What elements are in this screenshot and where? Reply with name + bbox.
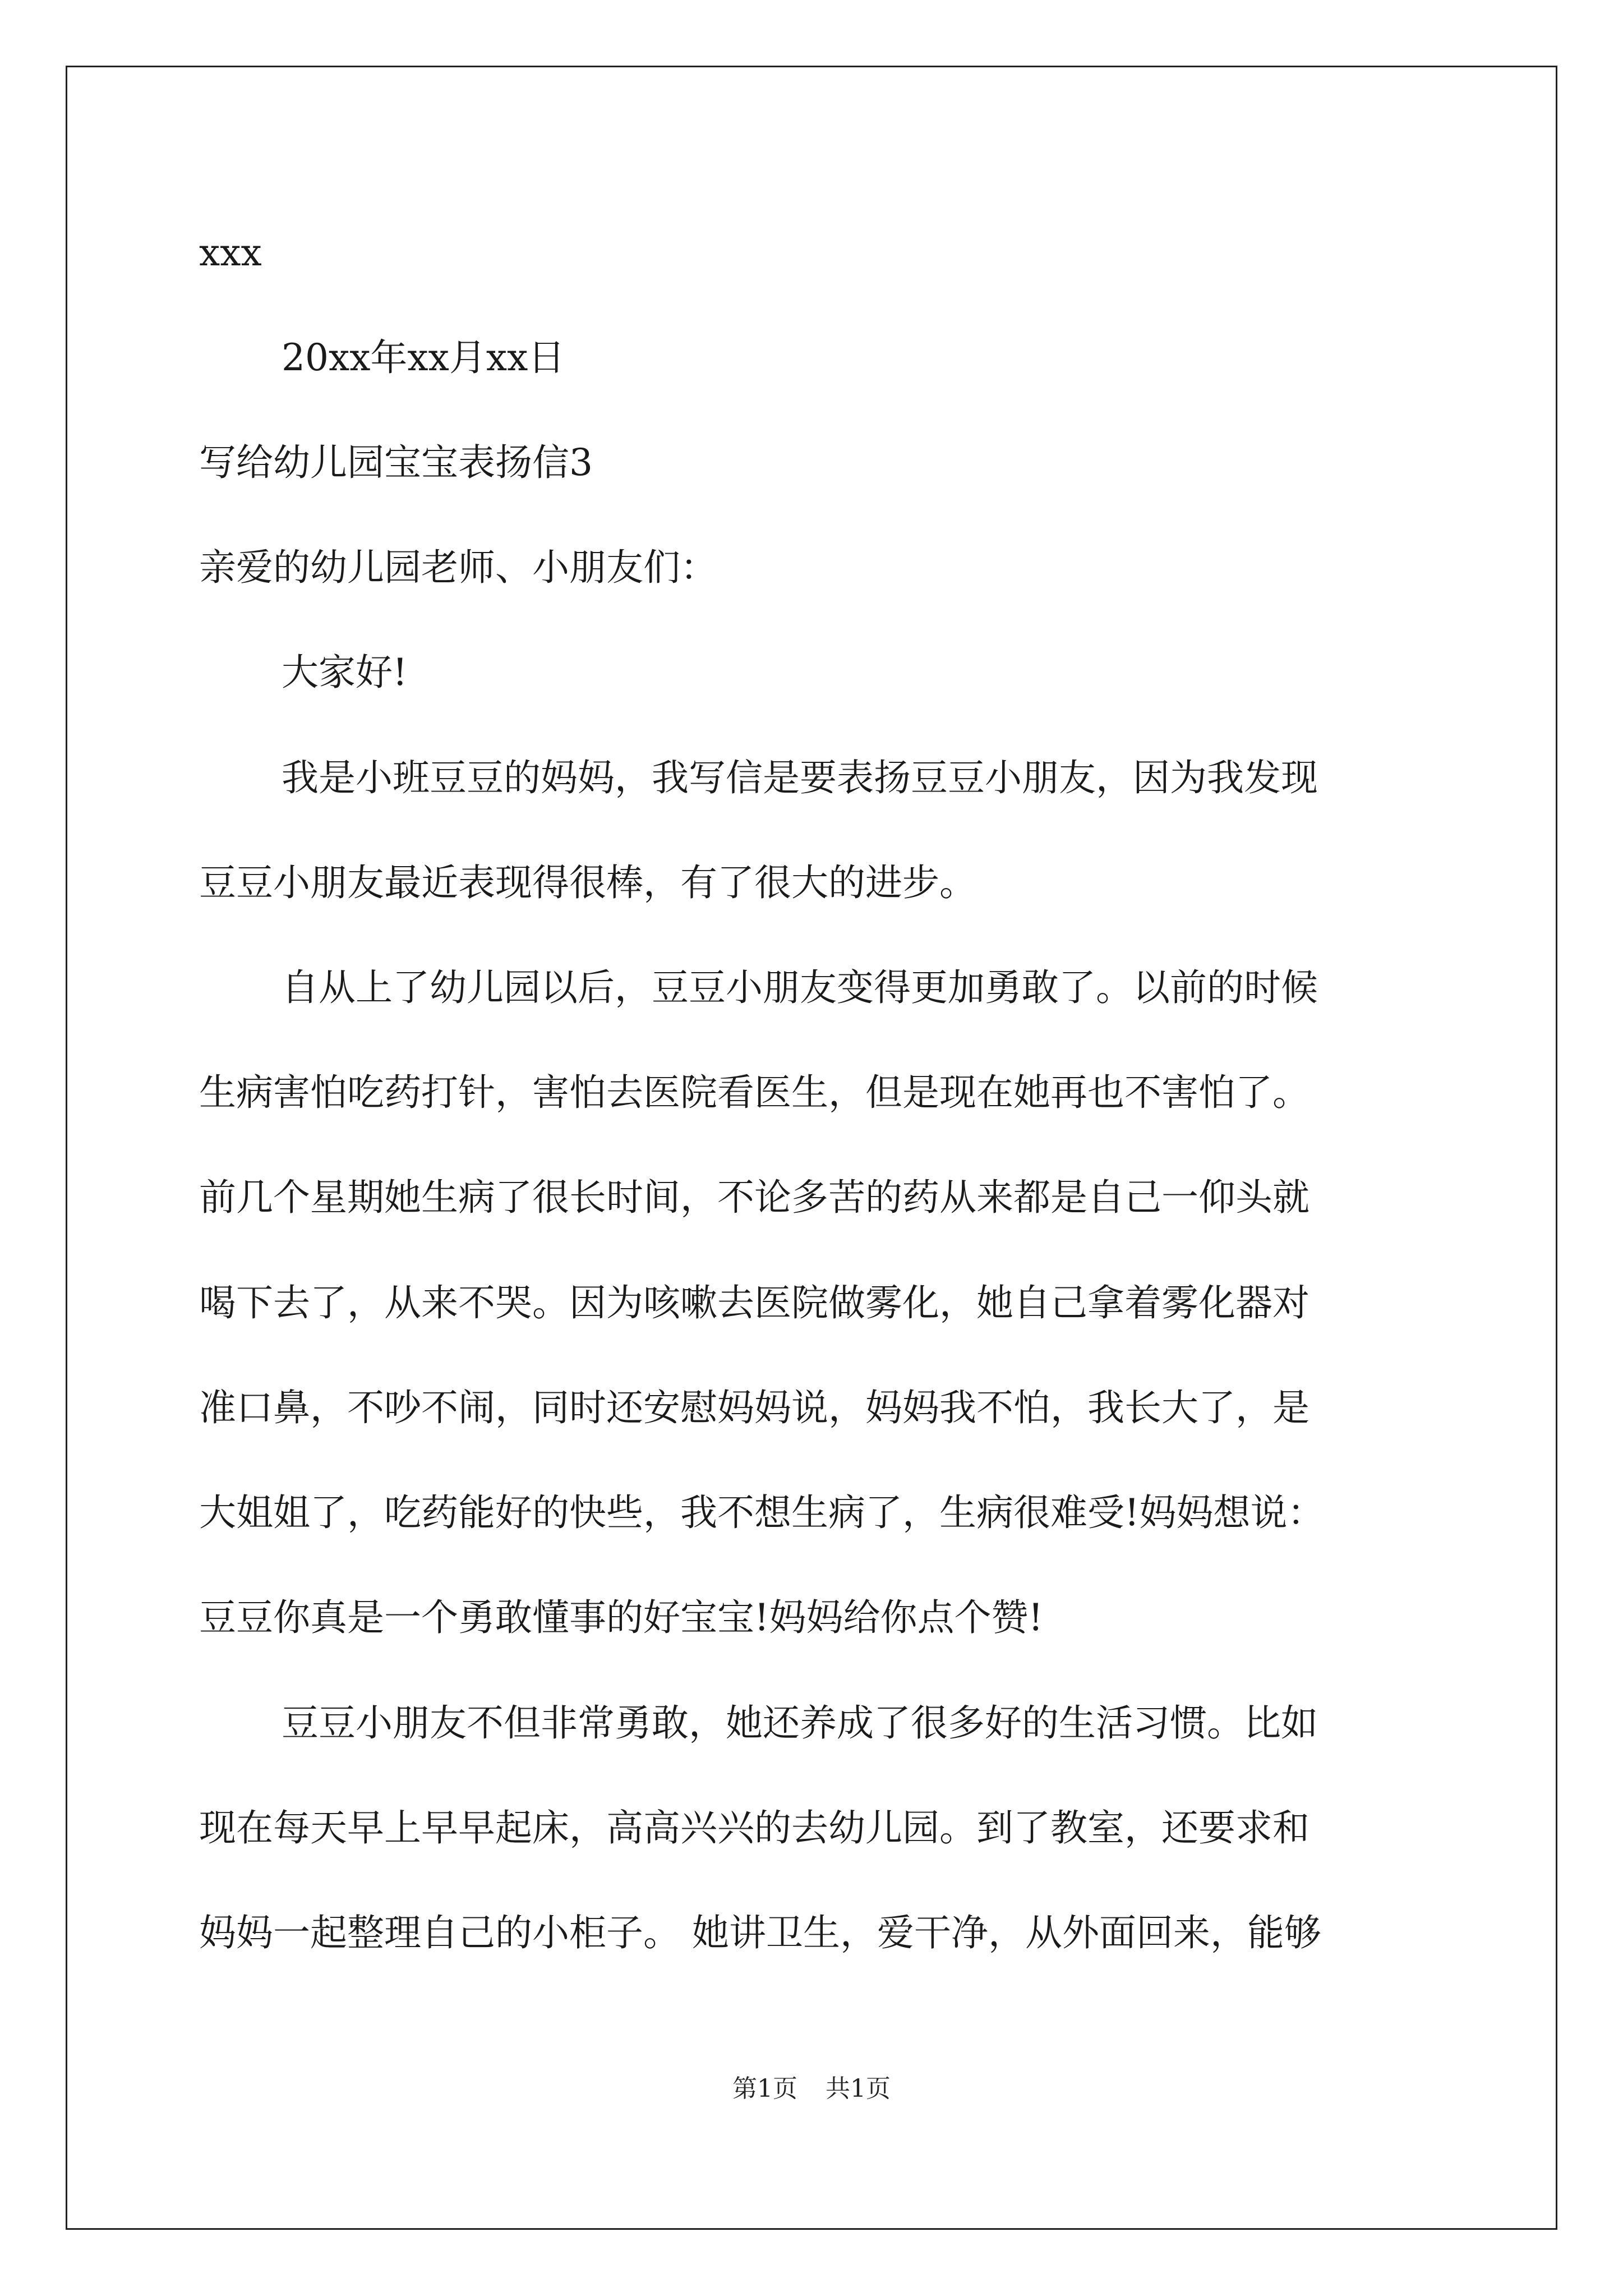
paragraph-line: 豆豆小朋友不但非常勇敢，她还养成了很多好的生活习惯。比如 — [282, 1701, 1318, 1745]
paragraph-line: 前几个星期她生病了很长时间，不论多苦的药从来都是自己一仰头就 — [199, 1176, 1310, 1219]
paragraph-line: 生病害怕吃药打针，害怕去医院看医生，但是现在她再也不害怕了。 — [199, 1071, 1310, 1114]
page-total: 共1页 — [826, 2074, 891, 2103]
paragraph-line: 现在每天早上早早起床，高高兴兴的去幼儿园。到了教室，还要求和 — [199, 1806, 1310, 1849]
paragraph-line: 豆豆你真是一个勇敢懂事的好宝宝!妈妈给你点个赞! — [199, 1596, 1044, 1639]
page-border — [66, 66, 1557, 2230]
page-footer — [0, 2074, 1623, 2103]
paragraph-line: 我是小班豆豆的妈妈，我写信是要表扬豆豆小朋友，因为我发现 — [282, 756, 1318, 799]
paragraph-line: 豆豆小朋友最近表现得很棒，有了很大的进步。 — [199, 861, 976, 904]
greeting: 大家好! — [282, 651, 408, 694]
paragraph-line: 喝下去了，从来不哭。因为咳嗽去医院做雾化，她自己拿着雾化器对 — [199, 1281, 1310, 1324]
paragraph-line: 妈妈一起整理自己的小柜子。 她讲卫生，爱干净，从外面回来，能够 — [199, 1911, 1321, 1954]
signature-date: 20xx年xx月xx日 — [282, 336, 565, 379]
page-number: 第1页 — [732, 2074, 797, 2103]
paragraph-line: 准口鼻，不吵不闹，同时还安慰妈妈说，妈妈我不怕，我长大了，是 — [199, 1386, 1310, 1429]
signature-name: xxx — [199, 231, 262, 274]
paragraph-line: 大姐姐了，吃药能好的快些，我不想生病了，生病很难受!妈妈想说： — [199, 1491, 1325, 1534]
letter-title: 写给幼儿园宝宝表扬信3 — [199, 441, 593, 484]
salutation: 亲爱的幼儿园老师、小朋友们： — [199, 546, 717, 589]
paragraph-line: 自从上了幼儿园以后，豆豆小朋友变得更加勇敢了。以前的时候 — [282, 966, 1318, 1009]
